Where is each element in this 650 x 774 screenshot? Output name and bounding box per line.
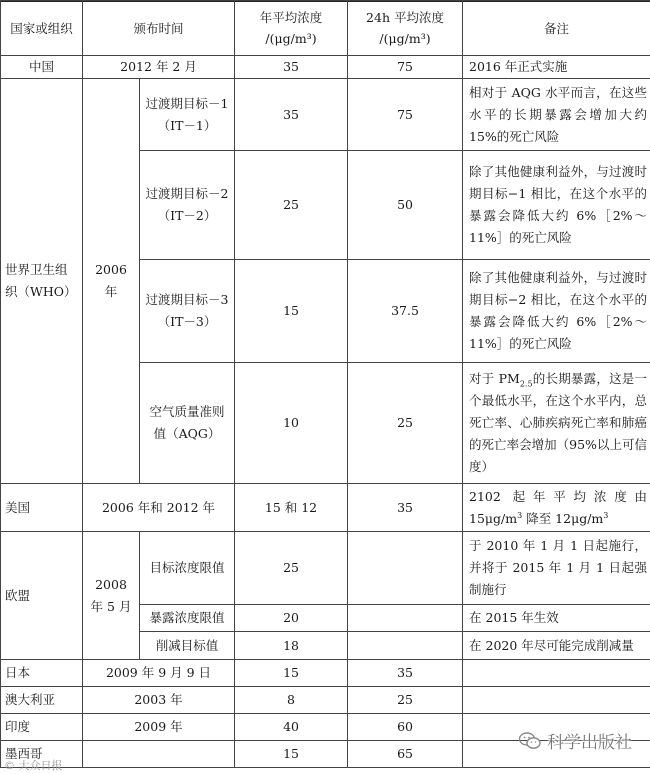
who-daily: 25 (348, 363, 463, 484)
eu-annual: 25 (235, 532, 348, 605)
who-note: 除了其他健康利益外，与过渡时期目标−2 相比，在这个水平的暴露会降低大约 6%［2%～11%］的死亡风险 (463, 260, 650, 363)
eu-note: 在 2020 年尽可能完成削减量 (463, 632, 650, 660)
who-annual: 35 (235, 79, 348, 151)
pm-subscript: 2.5 (519, 379, 533, 389)
usa-note-part1: 2102 起年平均浓度由 15μg/m (469, 488, 648, 526)
date-cell (83, 741, 235, 768)
header-daily-label: 24h 平均浓度 (366, 10, 444, 25)
country-cell: 日本 (1, 660, 83, 687)
daily-cell: 60 (348, 714, 463, 741)
eu-date: 2008 年 5 月 (83, 532, 140, 660)
country-cell: 澳大利亚 (1, 687, 83, 714)
unit-superscript: 3 (517, 510, 523, 520)
header-row (1, 1, 650, 56)
row-japan (1, 660, 650, 687)
who-daily: 75 (348, 79, 463, 151)
eu-note: 于 2010 年 1 月 1 日起施行，并将于 2015 年 1 月 1 日起强制施行 (463, 532, 650, 605)
eu-note: 在 2015 年生效 (463, 605, 650, 632)
who-target: 过渡期目标－1（IT－1） (140, 79, 235, 151)
who-annual: 15 (235, 260, 348, 363)
usa-date: 2006 年和 2012 年 (83, 484, 235, 532)
who-country: 世界卫生组织（WHO） (1, 79, 83, 484)
who-target: 过渡期目标－2（IT－2） (140, 151, 235, 260)
country-cell: 印度 (1, 714, 83, 741)
china-date: 2012 年 2 月 (83, 56, 235, 79)
header-annual (235, 1, 348, 56)
who-target: 空气质量准则值（AQG） (140, 363, 235, 484)
who-date: 2006 年 (83, 79, 140, 484)
watermark-text: 科学出版社 (547, 733, 632, 753)
row-who-it1 (1, 79, 650, 151)
row-australia (1, 687, 650, 714)
usa-annual: 15 和 12 (235, 484, 348, 532)
source-watermark: © 大众日报 (4, 759, 63, 772)
note-cell (463, 660, 650, 687)
header-date: 颁布时间 (83, 1, 235, 56)
eu-target: 暴露浓度限值 (140, 605, 235, 632)
annual-cell: 15 (235, 741, 348, 768)
china-daily: 75 (348, 56, 463, 79)
note-cell (463, 687, 650, 714)
row-eu-target (1, 532, 650, 605)
who-note-part1: 对于 PM (469, 371, 520, 386)
header-daily (348, 1, 463, 56)
who-note: 相对于 AQG 水平而言，在这些水平的长期暴露会增加大约 15%的死亡风险 (463, 79, 650, 151)
unit-superscript: 3 (603, 510, 609, 520)
who-daily: 37.5 (348, 260, 463, 363)
china-country: 中国 (1, 56, 83, 79)
header-daily-unit: /(μg/m³) (379, 31, 431, 46)
header-country: 国家或组织 (1, 1, 83, 56)
date-cell: 2009 年 (83, 714, 235, 741)
header-annual-label: 年平均浓度 (259, 10, 323, 25)
annual-cell: 40 (235, 714, 348, 741)
usa-note (463, 484, 650, 532)
usa-note-part2: 降至 12μg/m (522, 510, 604, 526)
who-annual: 25 (235, 151, 348, 260)
who-note: 除了其他健康利益外，与过渡时期目标−1 相比，在这个水平的暴露会降低大约 6%［2%～11%］的死亡风险 (463, 151, 650, 260)
usa-country: 美国 (1, 484, 83, 532)
china-note: 2016 年正式实施 (463, 56, 650, 79)
china-annual: 35 (235, 56, 348, 79)
row-china (1, 56, 650, 79)
wechat-icon (519, 732, 541, 750)
who-note (463, 363, 650, 484)
eu-country: 欧盟 (1, 532, 83, 660)
usa-daily: 35 (348, 484, 463, 532)
daily-cell: 25 (348, 687, 463, 714)
publisher-watermark (519, 728, 632, 753)
eu-daily (348, 605, 463, 632)
header-annual-unit: /(μg/m³) (265, 31, 317, 46)
eu-daily (348, 532, 463, 605)
eu-annual: 18 (235, 632, 348, 660)
daily-cell: 35 (348, 660, 463, 687)
who-daily: 50 (348, 151, 463, 260)
eu-daily (348, 632, 463, 660)
date-cell: 2009 年 9 月 9 日 (83, 660, 235, 687)
daily-cell: 65 (348, 741, 463, 768)
country-cell: 墨西哥 (1, 741, 83, 768)
row-usa (1, 484, 650, 532)
date-cell: 2003 年 (83, 687, 235, 714)
eu-target: 削减目标值 (140, 632, 235, 660)
annual-cell: 15 (235, 660, 348, 687)
eu-annual: 20 (235, 605, 348, 632)
eu-target: 目标浓度限值 (140, 532, 235, 605)
annual-cell: 8 (235, 687, 348, 714)
who-note-part2: 的长期暴露，这是一个最低水平，在这个水平内，总死亡率、心肺疾病死亡率和肺癌的死亡率会增加（95%以上可信度） (469, 371, 648, 474)
who-target: 过渡期目标－3（IT－3） (140, 260, 235, 363)
header-note: 备注 (463, 1, 650, 56)
who-annual: 10 (235, 363, 348, 484)
